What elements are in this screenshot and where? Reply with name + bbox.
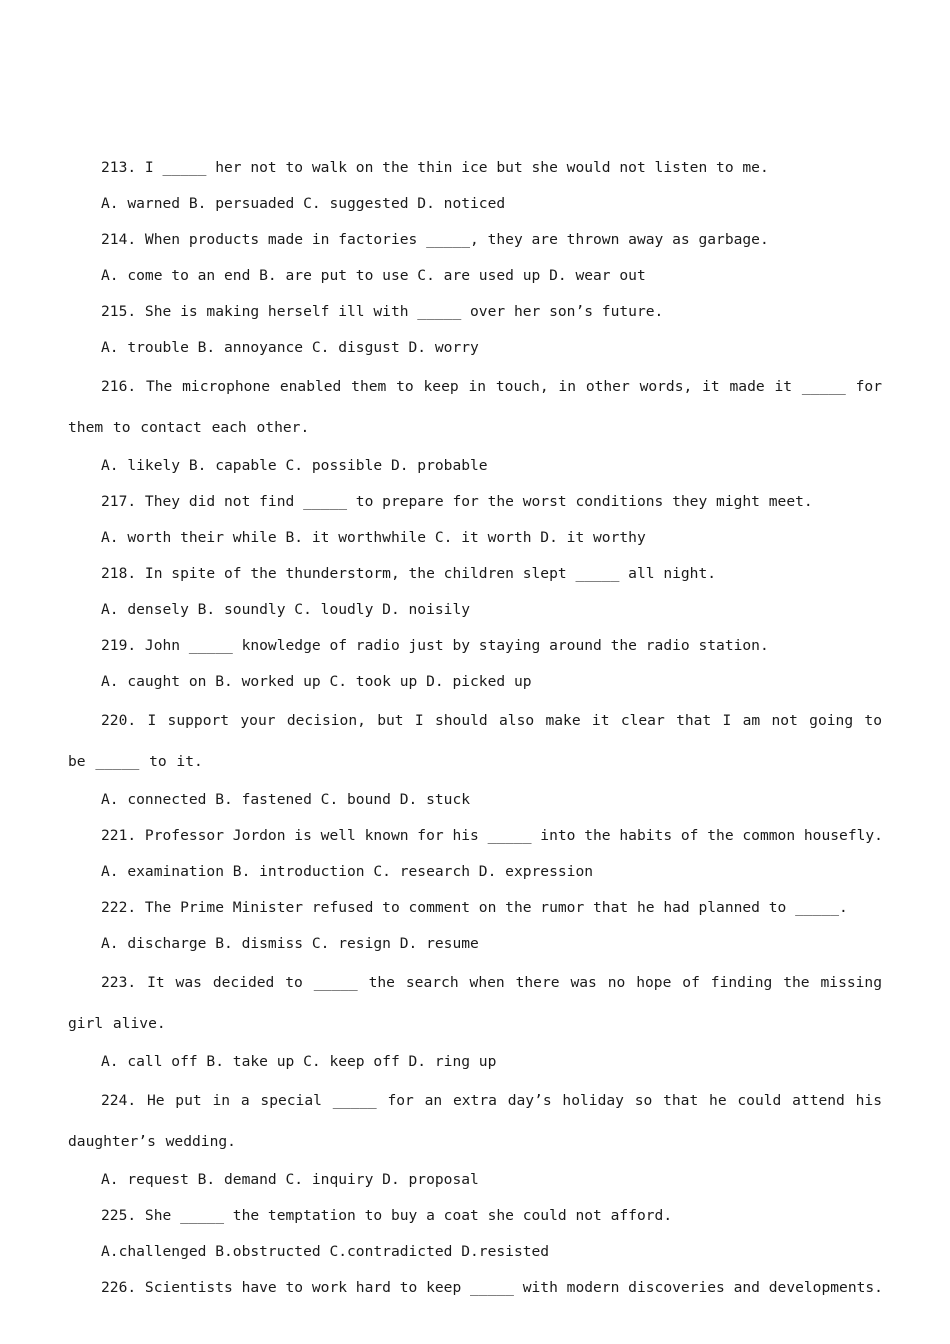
question-217: 217. They did not find _____ to prepare for the worst conditions they might meet. (101, 493, 813, 510)
question-214: 214. When products made in factories _____, they are thrown away as garbage. (101, 231, 769, 248)
options-222: A. discharge B. dismiss C. resign D. resume (101, 935, 479, 952)
question-213: 213. I _____ her not to walk on the thin ice but she would not listen to me. (101, 159, 769, 176)
options-218: A. densely B. soundly C. loudly D. noisily (101, 601, 471, 618)
question-223: 223. It was decided to _____ the search when there was no hope of finding the missing girl alive. (68, 974, 882, 1032)
options-221: A. examination B. introduction C. research D. expression (101, 863, 594, 880)
options-225: A.challenged B.obstructed C.contradicted D.resisted (101, 1243, 550, 1260)
options-220: A. connected B. fastened C. bound D. stuck (101, 791, 471, 808)
question-218: 218. In spite of the thunderstorm, the children slept _____ all night. (101, 565, 717, 582)
question-226: 226. Scientists have to work hard to keep _____ with modern discoveries and developments. (101, 1279, 883, 1296)
question-221: 221. Professor Jordon is well known for his _____ into the habits of the common housefly. (101, 827, 883, 844)
options-223: A. call off B. take up C. keep off D. ring up (101, 1053, 497, 1070)
options-224: A. request B. demand C. inquiry D. proposal (101, 1171, 479, 1188)
options-213: A. warned B. persuaded C. suggested D. noticed (101, 195, 506, 212)
question-216: 216. The microphone enabled them to keep in touch, in other words, it made it _____ for them to contact each other. (68, 378, 882, 436)
options-215: A. trouble B. annoyance C. disgust D. worry (101, 339, 479, 356)
question-220: 220. I support your decision, but I should also make it clear that I am not going to be _____ to it. (68, 712, 882, 770)
question-225: 225. She _____ the temptation to buy a coat she could not afford. (101, 1207, 673, 1224)
options-214: A. come to an end B. are put to use C. are used up D. wear out (101, 267, 646, 284)
question-224: 224. He put in a special _____ for an extra day’s holiday so that he could attend his daughter’s wedding. (68, 1092, 882, 1150)
question-222: 222. The Prime Minister refused to comment on the rumor that he had planned to _____. (101, 899, 848, 916)
options-216: A. likely B. capable C. possible D. probable (101, 457, 488, 474)
options-219: A. caught on B. worked up C. took up D. picked up (101, 673, 532, 690)
question-215: 215. She is making herself ill with _____ over her son’s future. (101, 303, 664, 320)
options-217: A. worth their while B. it worthwhile C. it worth D. it worthy (101, 529, 646, 546)
question-list (68, 150, 882, 1306)
question-219: 219. John _____ knowledge of radio just by staying around the radio station. (101, 637, 769, 654)
